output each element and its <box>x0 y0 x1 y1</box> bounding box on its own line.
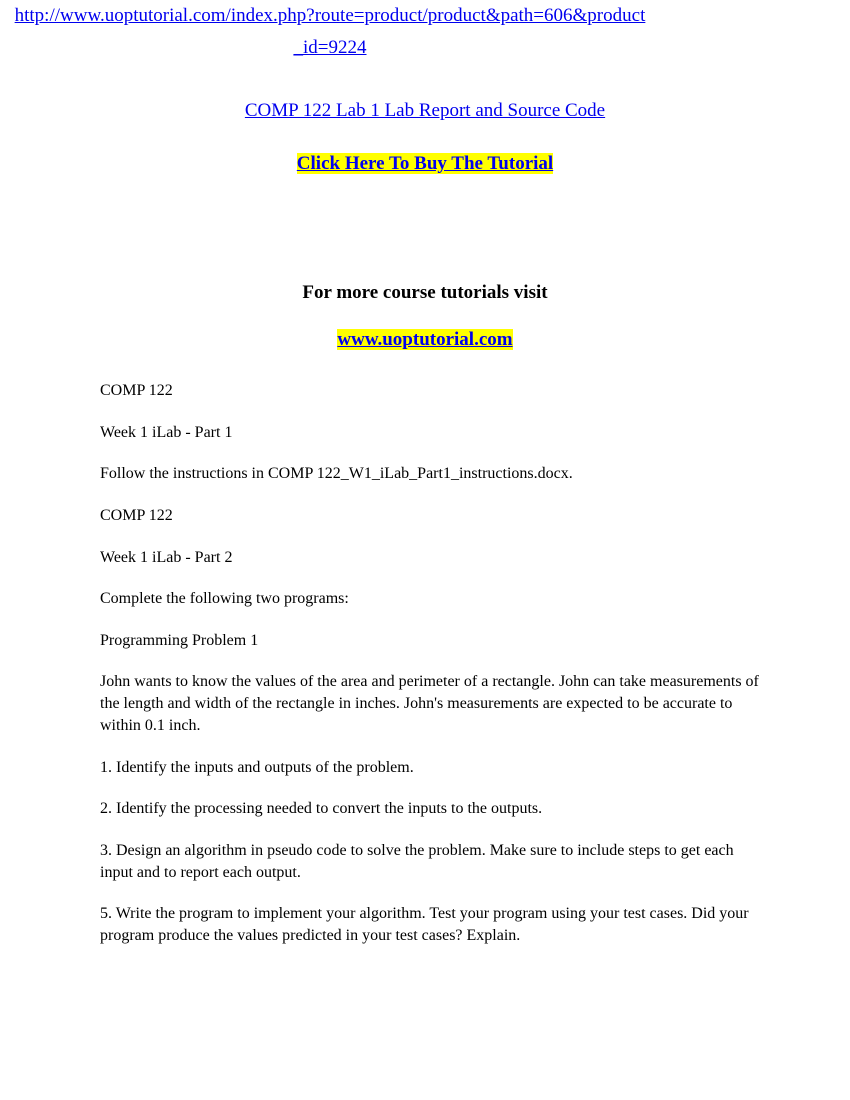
site-link[interactable]: www.uoptutorial.com <box>337 329 513 350</box>
more-tutorials-heading: For more course tutorials visit <box>302 282 548 303</box>
programming-problem-heading: Programming Problem 1 <box>100 632 259 649</box>
week-part-1-heading: Week 1 iLab - Part 1 <box>100 424 233 441</box>
week-part-2-heading: Week 1 iLab - Part 2 <box>100 549 233 566</box>
product-url-link[interactable] <box>0 0 660 64</box>
buy-tutorial-link[interactable]: Click Here To Buy The Tutorial <box>296 153 554 174</box>
step-3-paragraph: 3. Design an algorithm in pseudo code to solve the problem. Make sure to include steps to get each input and to report each output. <box>100 842 734 881</box>
buy-link-row <box>0 152 850 176</box>
product-url-line1[interactable]: http://www.uoptutorial.com/index.php?route=product/product&path=606&product <box>14 5 646 26</box>
course-code-1: COMP 122 <box>100 382 173 399</box>
instructions-paragraph: Follow the instructions in COMP 122_W1_iLab_Part1_instructions.docx. <box>100 465 573 482</box>
complete-programs-paragraph: Complete the following two programs: <box>100 590 349 607</box>
problem-description-paragraph: John wants to know the values of the area and perimeter of a rectangle. John can take measurements of the length and width of the rectangle in inches. John's measurements are expected to be accurate to within 0.1 inch. <box>100 673 759 734</box>
step-2-paragraph: 2. Identify the processing needed to convert the inputs to the outputs. <box>100 800 543 817</box>
course-code-2: COMP 122 <box>100 507 173 524</box>
title-link[interactable]: COMP 122 Lab 1 Lab Report and Source Code <box>244 100 606 121</box>
product-url-line2[interactable]: _id=9224 <box>293 37 367 58</box>
site-link-row <box>0 328 850 352</box>
step-5-paragraph: 5. Write the program to implement your algorithm. Test your program using your test cases. Did your program produce the values predicted in your test cases? Explain. <box>100 905 749 944</box>
title-link-row <box>0 99 850 123</box>
step-1-paragraph: 1. Identify the inputs and outputs of the problem. <box>100 759 414 776</box>
